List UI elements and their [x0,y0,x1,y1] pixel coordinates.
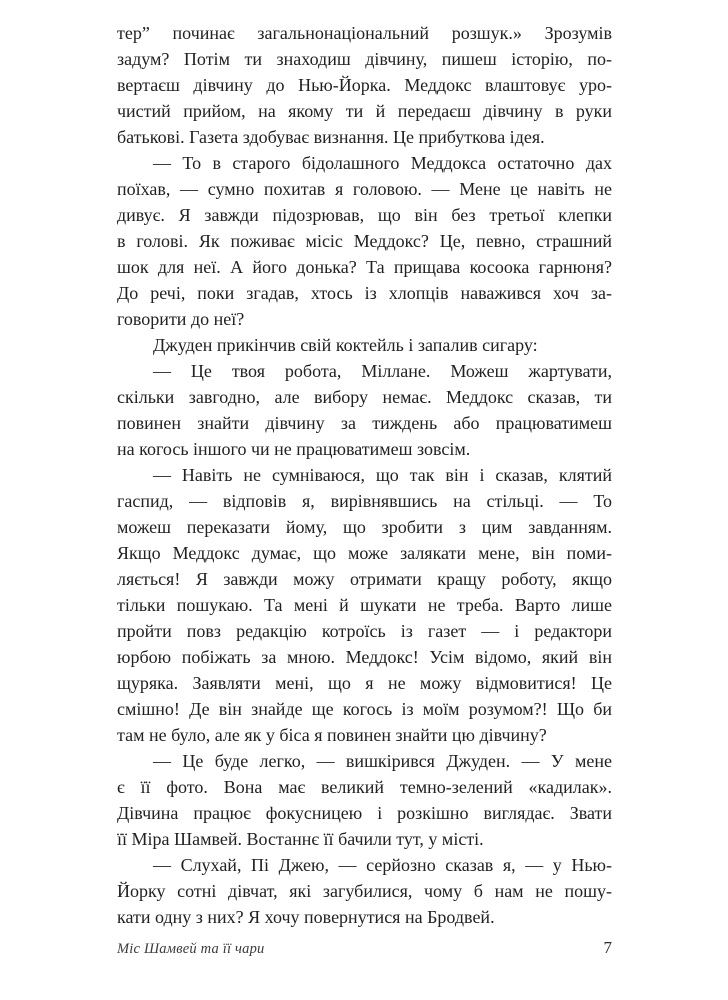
text-line: юрбою побіжать за мною. Меддокс! Усім відомо, який він [117,647,612,667]
text-line: чистий прийом, на якому ти й передаєш дівчину в руки [117,101,612,121]
text-line: Джуден прикінчив свій коктейль і запалив сигару: [153,335,538,355]
text-block [117,20,612,930]
paragraph [117,150,612,332]
text-line: повинен знайти дівчину за тиждень або працюватимеш [117,413,612,433]
text-line: батькові. Газета здобуває визнання. Це прибуткова ідея. [117,127,545,147]
text-line: задум? Потім ти знаходиш дівчину, пишеш історію, по- [117,49,612,69]
text-line: дивує. Я завжди підозрював, що він без третьої клепки [117,205,612,225]
text-line: на когось іншого чи не працюватимеш зовсім. [117,439,471,459]
text-line: щуряка. Заявляти мені, що я не можу відмовитися! Це [117,673,612,693]
paragraph [117,852,612,930]
page-footer [117,938,612,958]
text-line: можеш переказати йому, що зробити з цим завданням. [117,517,612,537]
text-line: — Це твоя робота, Міллане. Можеш жартувати, [153,361,612,381]
page-number: 7 [603,938,612,957]
text-line: її Міра Шамвей. Востаннє її бачили тут, у місті. [117,829,484,849]
text-line: До речі, поки згадав, хтось із хлопців наважився хоч за- [117,283,612,303]
text-line: вертаєш дівчину до Нью-Йорка. Меддокс влаштовує уро- [117,75,612,95]
paragraph [117,20,612,150]
text-line: — Це буде легко, — вишкірився Джуден. — У мене [153,751,612,771]
paragraph [117,358,612,462]
text-line: ляється! Я завжди можу отримати кращу роботу, якщо [117,569,612,589]
text-line: гаспид, — відповів я, вирівнявшись на стільці. — То [117,491,612,511]
text-line: поїхав, — сумно похитав я головою. — Мене це навіть не [117,179,612,199]
paragraph [117,462,612,748]
text-line: там не було, але як у біса я повинен знайти цю дівчину? [117,725,547,745]
text-line: шок для неї. А його донька? Та прищава косоока гарнюня? [117,257,612,277]
text-line: тільки пошукаю. Та мені й шукати не треба. Варто лише [117,595,612,615]
text-line: Йорку сотні дівчат, які загубилися, чому б нам не пошу- [117,881,612,901]
text-line: є її фото. Вона має великий темно-зелений «кадилак». [117,777,612,797]
text-line: — Навіть не сумніваюся, що так він і сказав, клятий [153,465,612,485]
paragraph [117,332,612,358]
text-line: — Слухай, Пі Джею, — серйозно сказав я, — у Нью- [153,855,612,875]
text-line: в голові. Як поживає місіс Меддокс? Це, певно, страшний [117,231,612,251]
text-line: говорити до неї? [117,309,245,329]
text-line: пройти повз редакцію котроїсь із газет — і редактори [117,621,612,641]
paragraph [117,748,612,852]
text-line: смішно! Де він знайде ще когось із моїм розумом?! Що би [117,699,612,719]
text-line: скільки завгодно, але вибору немає. Меддокс сказав, ти [117,387,612,407]
text-line: Якщо Меддокс думає, що може залякати мене, він поми- [117,543,612,563]
text-line: — То в старого бідолашного Меддокса остаточно дах [153,153,612,173]
running-title: Міс Шамвей та її чари [117,941,265,957]
text-line: тер” починає загальнонаціональний розшук.» Зрозумів [117,23,612,43]
text-line: Дівчина працює фокусницею і розкішно виглядає. Звати [117,803,612,823]
text-line: кати одну з них? Я хочу повернутися на Бродвей. [117,907,495,927]
